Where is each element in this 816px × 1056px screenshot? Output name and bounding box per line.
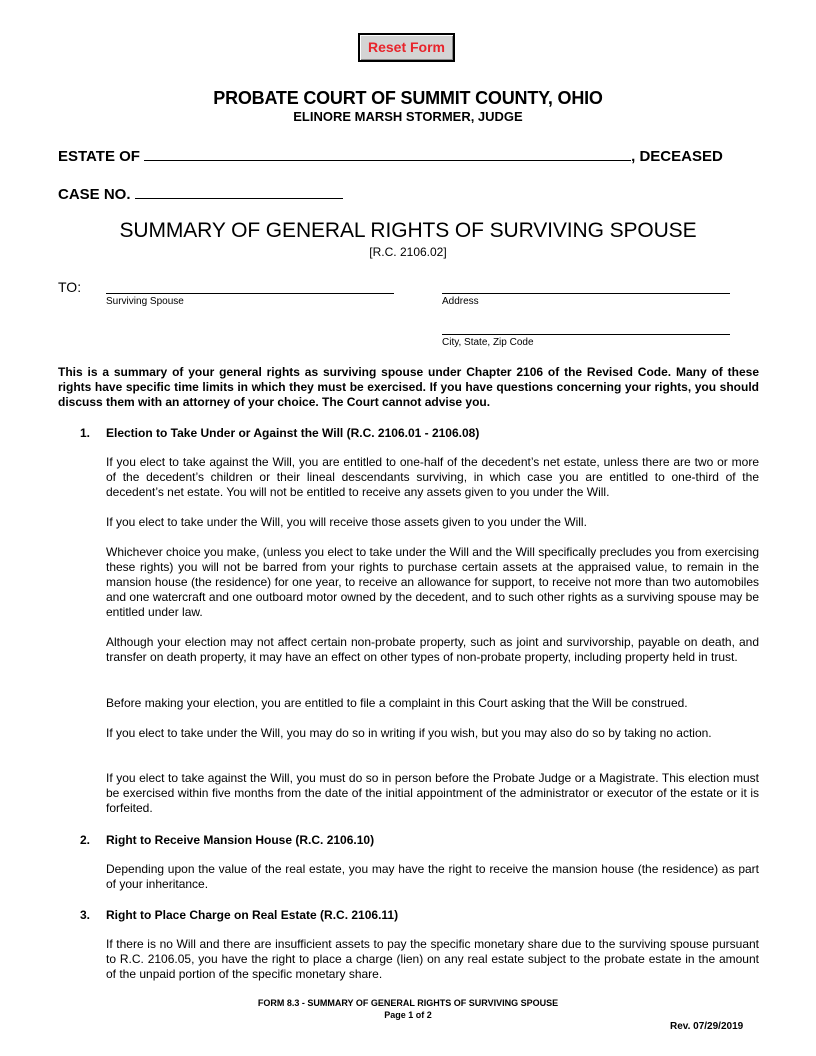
statute-citation: [R.C. 2106.02] [369, 245, 447, 259]
section-paragraph: If you elect to take against the Will, you must do so in person before the Probate Judge or a Magistrate. This election must be exercised within five months from the date of the initial appointment of the administrator or executor of the estate or it is forfeited. [106, 771, 759, 815]
surviving-spouse-field[interactable] [106, 293, 394, 294]
address-field[interactable] [442, 293, 730, 294]
section-paragraph: If you elect to take against the Will, you are entitled to one-half of the decedent’s net estate, unless there are two or more of the decedent’s children or their lineal descendants surviving, in which case you are entitled to one-third of the decedent’s net estate. You will not be entitled to receive any assets given to you under the Will. [106, 455, 759, 499]
footer-page-number: Page 1 of 2 [384, 1010, 432, 1020]
section-paragraph: Before making your election, you are entitled to file a complaint in this Court asking that the Will be construed. [106, 696, 688, 710]
section-paragraph: If there is no Will and there are insufficient assets to pay the specific monetary share due to the surviving spouse pursuant to R.C. 2106.05, you have the right to place a charge (lien) on any real estate subject to the probate estate in the amount of the unpaid portion of the specific monetary share. [106, 937, 759, 981]
estate-line [58, 145, 723, 165]
surviving-spouse-label: Surviving Spouse [106, 296, 184, 307]
estate-suffix: , DECEASED [631, 148, 723, 165]
section-number: 1. [80, 426, 91, 440]
city-state-zip-label: City, State, Zip Code [442, 337, 534, 348]
section-number: 3. [80, 908, 91, 922]
section-paragraph: Whichever choice you make, (unless you elect to take under the Will and the Will specifically precludes you from exercising these rights) you will not be barred from your rights to purchase certain assets at the appraised value, to remain in the mansion house (the residence) for one year, to receive an allowance for support, to receive not more than two automobiles and one watercraft and one outboard motor owned by the decedent, and to such other rights as a surviving spouse may be entitled under law. [106, 545, 759, 619]
case-label: CASE NO. [58, 186, 131, 203]
footer-form-line: FORM 8.3 - SUMMARY OF GENERAL RIGHTS OF SURVIVING SPOUSE [257, 998, 559, 1008]
section-number: 2. [80, 833, 91, 847]
court-name: PROBATE COURT OF SUMMIT COUNTY, OHIO [213, 88, 603, 108]
case-number-field[interactable] [135, 183, 343, 199]
section-title: Right to Place Charge on Real Estate (R.C. 2106.11) [106, 908, 399, 922]
judge-name: ELINORE MARSH STORMER, JUDGE [293, 109, 523, 124]
section-title: Right to Receive Mansion House (R.C. 2106.10) [106, 833, 375, 847]
section-paragraph: If you elect to take under the Will, you may do so in writing if you wish, but you may also do so by taking no action. [106, 726, 712, 740]
case-number-line [58, 183, 343, 203]
to-label: TO: [58, 279, 82, 295]
section-paragraph: Although your election may not affect certain non-probate property, such as joint and survivorship, payable on death, and transfer on death property, it may have an effect on other types of non-probate property, including property held in trust. [106, 635, 759, 664]
city-state-zip-field[interactable] [442, 334, 730, 335]
estate-name-field[interactable] [144, 145, 631, 161]
intro-paragraph: This is a summary of your general rights as surviving spouse under Chapter 2106 of the Revised Code. Many of these rights have specific time limits in which they must be exercised. If you have questions concerning your rights, you should discuss them with an attorney of your choice. The Court cannot advise you. [58, 365, 759, 409]
document-title: SUMMARY OF GENERAL RIGHTS OF SURVIVING SPOUSE [119, 219, 697, 242]
address-label: Address [442, 296, 479, 307]
estate-prefix: ESTATE OF [58, 148, 140, 165]
section-title: Election to Take Under or Against the Will (R.C. 2106.01 - 2106.08) [106, 426, 480, 440]
section-paragraph: Depending upon the value of the real estate, you may have the right to receive the mansion house (the residence) as part of your inheritance. [106, 862, 759, 891]
revision-date: Rev. 07/29/2019 [670, 1021, 744, 1032]
section-paragraph: If you elect to take under the Will, you will receive those assets given to you under the Will. [106, 515, 587, 529]
reset-form-button[interactable]: Reset Form [358, 33, 455, 62]
